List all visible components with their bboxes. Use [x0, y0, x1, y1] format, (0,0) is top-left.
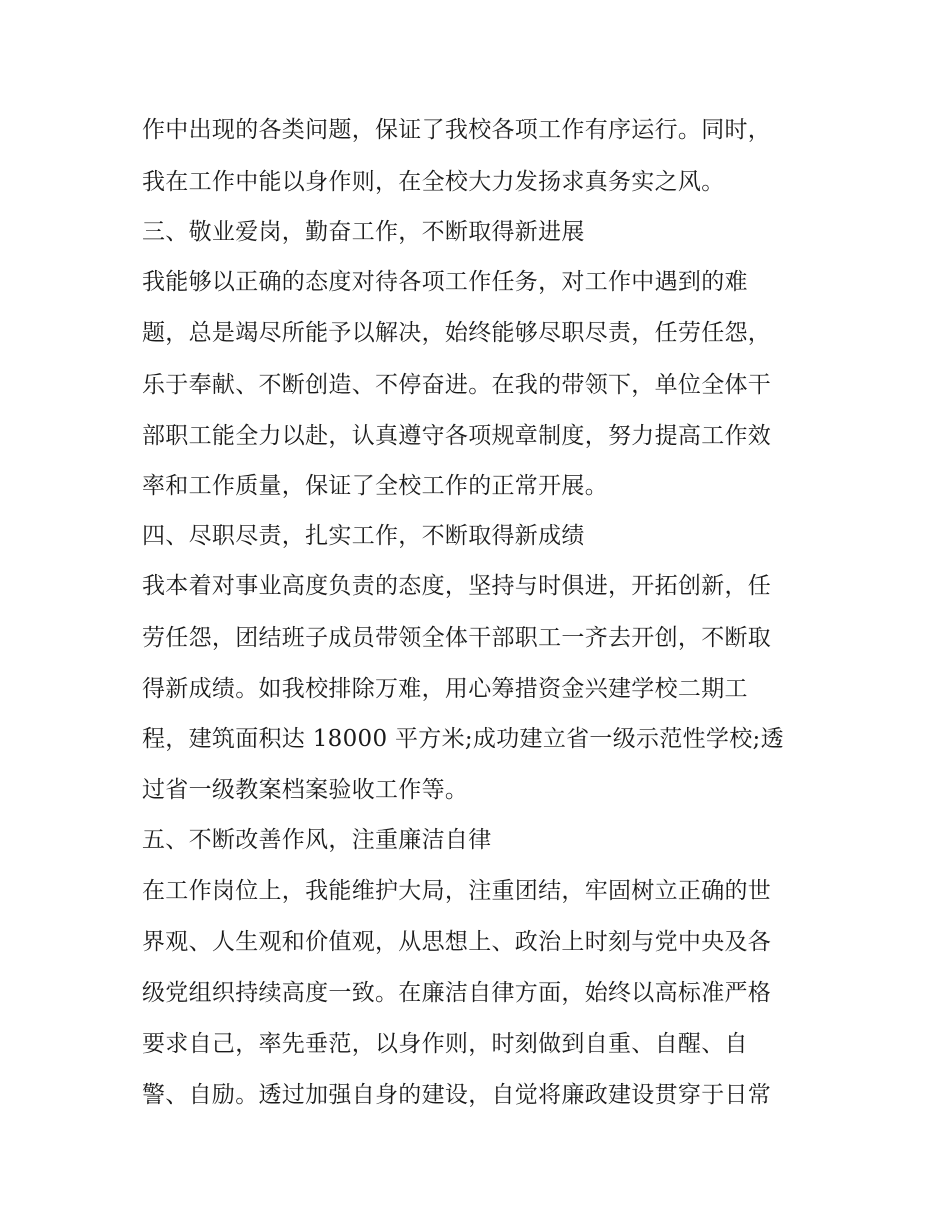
body-text-line: 得新成绩。如我校排除万难，用心筹措资金兴建学校二期工 — [142, 676, 748, 702]
body-text-line: 乐于奉献、不断创造、不停奋进。在我的带领下，单位全体干 — [142, 372, 772, 398]
body-text-line: 界观、人生观和价值观，从思想上、政治上时刻与党中央及各 — [142, 929, 772, 955]
body-text-line: 题，总是竭尽所能予以解决，始终能够尽职尽责，任劳任怨， — [142, 320, 772, 346]
section-heading-5: 五、不断改善作风，注重廉洁自律 — [142, 827, 492, 853]
body-text-line: 级党组织持续高度一致。在廉洁自律方面，始终以高标准严格 — [142, 980, 772, 1006]
body-text-line: 我本着对事业高度负责的态度，坚持与时俱进，开拓创新，任 — [142, 573, 772, 599]
section-heading-4: 四、尽职尽责，扎实工作，不断取得新成绩 — [142, 523, 585, 549]
body-text-line: 过省一级教案档案验收工作等。 — [142, 777, 469, 803]
body-text-line: 我能够以正确的态度对待各项工作任务，对工作中遇到的难 — [142, 269, 748, 295]
body-text-line: 在工作岗位上，我能维护大局，注重团结，牢固树立正确的世 — [142, 878, 772, 904]
body-text-line: 劳任怨，团结班子成员带领全体干部职工一齐去开创，不断取 — [142, 625, 772, 651]
body-text-line: 作中出现的各类问题，保证了我校各项工作有序运行。同时， — [142, 117, 772, 143]
body-text-line: 部职工能全力以赴，认真遵守各项规章制度，努力提高工作效 — [142, 423, 772, 449]
body-text-line: 要求自己，率先垂范，以身作则，时刻做到自重、自醒、自 — [142, 1031, 748, 1057]
body-text-line: 程，建筑面积达 18000 平方米;成功建立省一级示范性学校;透 — [142, 726, 784, 752]
body-text-line: 警、自励。透过加强自身的建设，自觉将廉政建设贯穿于日常 — [142, 1082, 772, 1108]
section-heading-3: 三、敬业爱岗，勤奋工作，不断取得新进展 — [142, 219, 585, 245]
body-text-line: 我在工作中能以身作则，在全校大力发扬求真务实之风。 — [142, 169, 725, 195]
body-text-line: 率和工作质量，保证了全校工作的正常开展。 — [142, 473, 608, 499]
